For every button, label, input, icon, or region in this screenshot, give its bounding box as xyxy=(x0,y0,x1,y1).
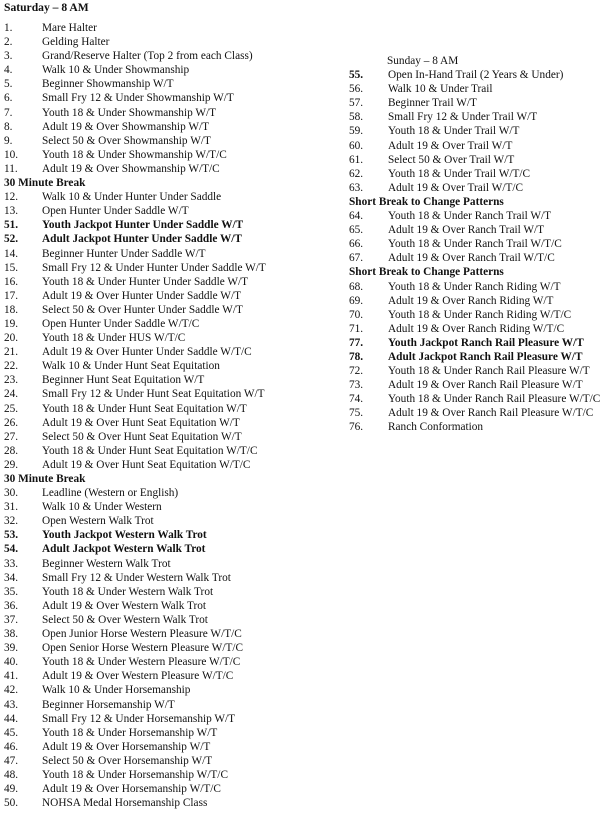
class-name: Youth 18 & Under Horsemanship W/T xyxy=(42,726,218,739)
class-number: 52. xyxy=(4,233,19,246)
class-name: Youth 18 & Under Ranch Rail Pleasure W/T xyxy=(388,365,590,378)
class-name: Small Fry 12 & Under Hunt Seat Equitation W/T xyxy=(42,388,265,401)
class-name: Select 50 & Over Horsemanship W/T xyxy=(42,754,213,767)
class-number: 58. xyxy=(349,111,364,124)
class-name: Open Western Walk Trot xyxy=(42,515,154,528)
class-name: Beginner Trail W/T xyxy=(388,97,477,110)
class-number: 71. xyxy=(349,322,364,335)
class-name: NOHSA Medal Horsemanship Class xyxy=(42,797,208,810)
class-number: 67. xyxy=(349,252,364,265)
class-name: Adult 19 & Over Hunt Seat Equitation W/T/C xyxy=(42,458,251,471)
class-number: 65. xyxy=(349,224,364,237)
class-number: 5. xyxy=(4,78,13,91)
class-number: 21. xyxy=(4,346,19,359)
class-number: 25. xyxy=(4,402,19,415)
class-name: Adult 19 & Over Showmanship W/T xyxy=(42,120,210,133)
class-number: 56. xyxy=(349,83,364,96)
class-number: 59. xyxy=(349,125,364,138)
class-number: 75. xyxy=(349,407,364,420)
class-number: 32. xyxy=(4,515,19,528)
class-name: Small Fry 12 & Under Hunter Under Saddle W/T xyxy=(42,261,266,274)
class-number: 26. xyxy=(4,416,19,429)
class-name: Adult Jackpot Ranch Rail Pleasure W/T xyxy=(388,350,583,363)
class-number: 14. xyxy=(4,247,19,260)
class-name: Walk 10 & Under Horsemanship xyxy=(42,684,191,697)
class-number: 12. xyxy=(4,191,19,204)
class-number: 9. xyxy=(4,134,13,147)
class-name: Adult 19 & Over Western Pleasure W/T/C xyxy=(42,670,234,683)
class-number: 11. xyxy=(4,162,18,175)
class-number: 64. xyxy=(349,210,364,223)
class-name: Youth 18 & Under Hunter Under Saddle W/T xyxy=(42,275,249,288)
break-label: Short Break to Change Patterns xyxy=(349,266,504,279)
class-number: 55. xyxy=(349,69,364,82)
class-name: Adult Jackpot Western Walk Trot xyxy=(42,543,206,556)
class-number: 29. xyxy=(4,458,19,471)
class-name: Select 50 & Over Western Walk Trot xyxy=(42,613,208,626)
class-name: Adult Jackpot Hunter Under Saddle W/T xyxy=(42,233,242,246)
class-number: 73. xyxy=(349,379,364,392)
class-name: Youth 18 & Under Horsemanship W/T/C xyxy=(42,768,228,781)
class-number: 78. xyxy=(349,350,364,363)
class-number: 62. xyxy=(349,167,364,180)
class-number: 70. xyxy=(349,308,364,321)
class-name: Youth Jackpot Hunter Under Saddle W/T xyxy=(42,219,244,232)
class-number: 23. xyxy=(4,374,19,387)
class-name: Leadline (Western or English) xyxy=(42,487,179,500)
break-label: Short Break to Change Patterns xyxy=(349,195,504,208)
class-name: Small Fry 12 & Under Western Walk Trot xyxy=(42,571,231,584)
class-number: 45. xyxy=(4,726,19,739)
class-number: 50. xyxy=(4,797,19,810)
class-name: Adult 19 & Over Hunter Under Saddle W/T/C xyxy=(42,346,252,359)
class-name: Gelding Halter xyxy=(42,36,110,49)
class-name: Beginner Showmanship W/T xyxy=(42,78,174,91)
class-name: Youth 18 & Under Hunt Seat Equitation W/T xyxy=(42,402,247,415)
class-number: 39. xyxy=(4,642,19,655)
class-name: Open Hunter Under Saddle W/T xyxy=(42,205,189,218)
class-name: Select 50 & Over Showmanship W/T xyxy=(42,134,211,147)
class-name: Youth Jackpot Western Walk Trot xyxy=(42,529,207,542)
class-number: 77. xyxy=(349,336,364,349)
class-number: 51. xyxy=(4,219,19,232)
class-name: Walk 10 & Under Showmanship xyxy=(42,64,190,77)
class-number: 37. xyxy=(4,613,19,626)
class-name: Select 50 & Over Trail W/T xyxy=(388,153,515,166)
class-number: 57. xyxy=(349,97,364,110)
class-number: 69. xyxy=(349,294,364,307)
class-number: 30. xyxy=(4,487,19,500)
class-number: 74. xyxy=(349,393,364,406)
class-number: 34. xyxy=(4,571,19,584)
class-name: Youth 18 & Under Trail W/T/C xyxy=(388,167,531,180)
day-label: Sunday – 8 AM xyxy=(387,55,459,67)
class-number: 24. xyxy=(4,388,19,401)
class-number: 36. xyxy=(4,599,19,612)
class-name: Adult 19 & Over Ranch Riding W/T xyxy=(388,294,554,307)
class-name: Adult 19 & Over Trail W/T xyxy=(388,139,513,152)
class-name: Youth 18 & Under Showmanship W/T xyxy=(42,106,217,119)
class-number: 28. xyxy=(4,444,19,457)
class-number: 16. xyxy=(4,275,19,288)
class-name: Small Fry 12 & Under Horsemanship W/T xyxy=(42,712,236,725)
class-name: Walk 10 & Under Hunter Under Saddle xyxy=(42,191,222,204)
class-number: 54. xyxy=(4,543,19,556)
class-name: Youth 18 & Under Ranch Riding W/T/C xyxy=(388,308,572,321)
class-name: Youth 18 & Under Ranch Trail W/T xyxy=(388,210,552,223)
class-number: 42. xyxy=(4,684,19,697)
class-name: Adult 19 & Over Ranch Trail W/T/C xyxy=(388,252,555,265)
class-number: 33. xyxy=(4,557,19,570)
class-name: Youth 18 & Under Hunt Seat Equitation W/T/C xyxy=(42,444,258,457)
class-number: 41. xyxy=(4,670,19,683)
class-number: 40. xyxy=(4,656,19,669)
class-number: 38. xyxy=(4,628,19,641)
class-name: Select 50 & Over Hunt Seat Equitation W/T xyxy=(42,430,242,443)
class-number: 10. xyxy=(4,148,19,161)
class-number: 46. xyxy=(4,740,19,753)
break-label: 30 Minute Break xyxy=(4,473,86,485)
class-name: Adult 19 & Over Ranch Riding W/T/C xyxy=(388,322,565,335)
class-number: 4. xyxy=(4,64,13,77)
class-number: 15. xyxy=(4,261,19,274)
class-name: Open Senior Horse Western Pleasure W/T/C xyxy=(42,642,244,655)
class-name: Beginner Hunt Seat Equitation W/T xyxy=(42,374,205,387)
class-name: Grand/Reserve Halter (Top 2 from each Class) xyxy=(42,50,253,63)
class-name: Youth 18 & Under Trail W/T xyxy=(388,125,520,138)
class-number: 19. xyxy=(4,317,19,330)
class-number: 2. xyxy=(4,36,13,49)
class-number: 18. xyxy=(4,303,19,316)
saturday-heading: Saturday – 8 AM xyxy=(4,1,89,14)
class-name: Youth 18 & Under Ranch Trail W/T/C xyxy=(388,238,562,251)
class-name: Youth Jackpot Ranch Rail Pleasure W/T xyxy=(388,336,584,349)
class-name: Small Fry 12 & Under Trail W/T xyxy=(388,111,538,124)
class-number: 49. xyxy=(4,783,19,796)
class-number: 47. xyxy=(4,754,19,767)
class-number: 35. xyxy=(4,585,19,598)
class-number: 20. xyxy=(4,332,19,345)
class-name: Youth 18 & Under HUS W/T/C xyxy=(42,332,186,345)
class-name: Adult 19 & Over Ranch Rail Pleasure W/T xyxy=(388,379,583,392)
class-number: 3. xyxy=(4,50,13,63)
class-name: Select 50 & Over Hunter Under Saddle W/T xyxy=(42,303,243,316)
class-name: Beginner Horsemanship W/T xyxy=(42,698,175,711)
class-name: Youth 18 & Under Ranch Riding W/T xyxy=(388,280,561,293)
class-name: Open Hunter Under Saddle W/T/C xyxy=(42,317,200,330)
class-name: Beginner Hunter Under Saddle W/T xyxy=(42,247,206,260)
class-name: Adult 19 & Over Showmanship W/T/C xyxy=(42,162,220,175)
class-number: 66. xyxy=(349,238,364,251)
class-number: 53. xyxy=(4,529,19,542)
class-name: Youth 18 & Under Western Walk Trot xyxy=(42,585,214,598)
class-name: Youth 18 & Under Western Pleasure W/T/C xyxy=(42,656,241,669)
class-name: Adult 19 & Over Horsemanship W/T/C xyxy=(42,783,221,796)
class-number: 7. xyxy=(4,106,13,119)
class-name: Small Fry 12 & Under Showmanship W/T xyxy=(42,92,234,105)
class-name: Adult 19 & Over Trail W/T/C xyxy=(388,181,524,194)
class-number: 76. xyxy=(349,421,364,434)
class-number: 31. xyxy=(4,501,19,514)
class-number: 1. xyxy=(4,22,13,34)
class-name: Walk 10 & Under Western xyxy=(42,501,162,514)
class-number: 63. xyxy=(349,181,364,194)
class-number: 22. xyxy=(4,360,19,373)
class-number: 48. xyxy=(4,768,19,781)
class-name: Adult 19 & Over Ranch Trail W/T xyxy=(388,224,545,237)
class-number: 68. xyxy=(349,280,364,293)
class-number: 60. xyxy=(349,139,364,152)
class-number: 61. xyxy=(349,153,364,166)
class-number: 44. xyxy=(4,712,19,725)
class-name: Walk 10 & Under Hunt Seat Equitation xyxy=(42,360,220,373)
class-number: 8. xyxy=(4,120,13,133)
class-number: 17. xyxy=(4,289,19,302)
class-number: 72. xyxy=(349,365,364,378)
class-number: 27. xyxy=(4,430,19,443)
break-label: 30 Minute Break xyxy=(4,177,86,190)
class-number: 43. xyxy=(4,698,19,711)
class-name: Adult 19 & Over Hunt Seat Equitation W/T xyxy=(42,416,240,429)
class-name: Adult 19 & Over Hunter Under Saddle W/T xyxy=(42,289,242,302)
class-name: Beginner Western Walk Trot xyxy=(42,557,171,570)
class-name: Adult 19 & Over Ranch Rail Pleasure W/T/C xyxy=(388,407,594,420)
class-number: 6. xyxy=(4,92,13,105)
class-name: Adult 19 & Over Western Walk Trot xyxy=(42,599,207,612)
class-name: Adult 19 & Over Horsemanship W/T xyxy=(42,740,211,753)
class-name: Open In-Hand Trail (2 Years & Under) xyxy=(388,69,564,82)
class-name: Youth 18 & Under Showmanship W/T/C xyxy=(42,148,227,161)
class-name: Walk 10 & Under Trail xyxy=(388,83,493,96)
class-name: Open Junior Horse Western Pleasure W/T/C xyxy=(42,628,242,641)
class-number: 13. xyxy=(4,205,19,218)
class-name: Youth 18 & Under Ranch Rail Pleasure W/T/C xyxy=(388,393,601,406)
class-name: Ranch Conformation xyxy=(388,421,484,434)
class-name: Mare Halter xyxy=(42,22,97,34)
